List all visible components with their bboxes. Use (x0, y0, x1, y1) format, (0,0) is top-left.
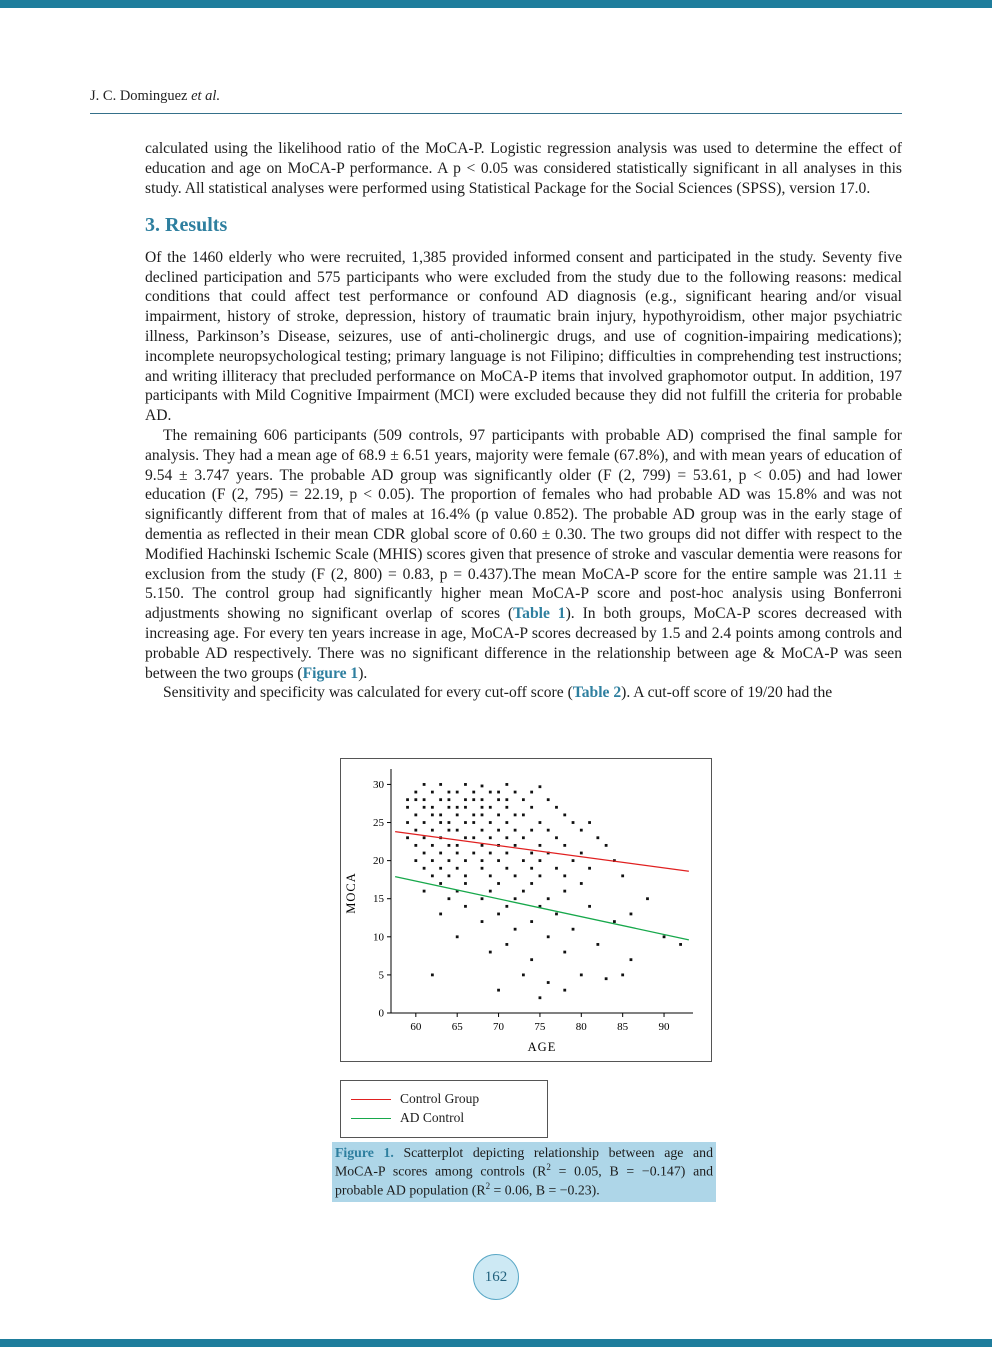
running-head-author (90, 88, 220, 104)
paragraph-text: Sensitivity and specificity was calculated for every cut-off score ( (163, 684, 573, 702)
scatterplot-frame (340, 758, 712, 1062)
legend-item-ad-control (351, 1110, 537, 1126)
page-number: 162 (484, 1268, 508, 1285)
figure-1-caption (332, 1142, 716, 1202)
svg-text:5: 5 (378, 969, 384, 982)
paragraph-recruitment: Of the 1460 elderly who were recruited, 1,385 provided informed consent and participated in the study. Seventy five declined participation and 575 participants who were excluded from the study due to the following reasons: medical conditions that could affect test performance or confound AD diagnosis (e.g., significant hearing and/or visual impairment, history of stroke, depression, history of traumatic brain injury, hypothyroidism, other major psychiatric illness, Parkinson’s Disease, seizures, use of anti-cholinergic drugs, and use of cognition-impairing medications); incomplete neuropsychological testing; primary language is not Filipino; difficulties in comprehending test instructions; and writing illiteracy that precluded performance on MoCA-P items that involved graphomotor output. In addition, 197 participants with Mild Cognitive Impairment (MCI) were excluded because they did not fulfill the criteria for probable AD. (145, 248, 902, 425)
svg-text:10: 10 (373, 931, 384, 944)
svg-text:80: 80 (575, 1021, 587, 1033)
figure-caption-text: = 0.06, B = −0.23). (490, 1182, 600, 1198)
paragraph-text: ). (358, 664, 368, 682)
svg-text:15: 15 (373, 893, 384, 906)
legend-label-control-group: Control Group (400, 1091, 480, 1106)
svg-text:75: 75 (534, 1021, 546, 1033)
running-head (90, 88, 902, 121)
paragraph-sample-analysis (145, 426, 902, 683)
figure-caption-label: Figure 1. (335, 1145, 394, 1160)
author-name: J. C. Dominguez (90, 88, 188, 104)
paragraph-text: ). A cut-off score of 19/20 had the (621, 684, 833, 702)
chart-legend (340, 1080, 548, 1138)
paragraph-sensitivity (145, 683, 902, 703)
header-rule (90, 113, 902, 114)
svg-text:20: 20 (373, 855, 384, 868)
svg-text:70: 70 (493, 1021, 505, 1033)
figure-caption-text: = 0.05, B = −0.147) and probable AD population (R (335, 1163, 713, 1198)
xref-table-1[interactable]: Table 1 (513, 605, 566, 623)
legend-label-ad-control: AD Control (400, 1110, 465, 1125)
superscript-2: 2 (546, 1162, 551, 1173)
svg-text:90: 90 (658, 1021, 670, 1033)
legend-line-control-group-icon (351, 1099, 391, 1100)
paragraph-text: The remaining 606 participants (509 controls, 97 participants with probable AD) comprised the final sample for analysis. They had a mean age of 68.9 ± 6.51 years, majority were female (67.8%), and with mean years of education of 9.54 ± 3.747 years. The probable AD group was significantly older (F (2, 799) = 53.61, p < 0.05) and had lower education (F (2, 795) = 22.19, p < 0.05). The proportion of females who had probable AD was 15.8% and was not significantly different from that of males at 16.4% (p value 0.852). The probable AD group was in the early stage of dementia as reflected in their mean CDR global score of 0.60 ± 0.30. The two groups did not differ with respect to the Modified Hachinski Ischemic Scale (MHIS) scores given that presence of stroke and vascular dementia were reasons for exclusion from the study (F (2, 800) = 0.83, p = 0.437).The mean MoCA-P score for the entire sample was 21.11 ± 5.150. The control group had significantly higher mean MoCA-P score and post-hoc analysis using Bonferroni adjustments showing no significant overlap of scores ( (145, 426, 902, 623)
svg-text:60: 60 (410, 1021, 422, 1033)
figure-1 (340, 758, 712, 1138)
scatterplot-svg (341, 759, 711, 1061)
bottom-border-bar (0, 1339, 992, 1347)
article-body (145, 139, 902, 703)
xref-figure-1[interactable]: Figure 1 (302, 664, 359, 682)
svg-text:AGE: AGE (527, 1040, 557, 1054)
svg-text:65: 65 (451, 1021, 463, 1033)
superscript-2: 2 (485, 1181, 491, 1191)
paragraph-text: ). In both groups, MoCA-P scores decreased with increasing age. For every ten years increase in age, MoCA-P scores decreased by 1.5 and 2.4 points among controls and probable AD respectively. There was no significant difference in the relationship between age & MoCA-P was seen between the two groups ( (145, 605, 902, 682)
svg-text:25: 25 (373, 817, 384, 830)
figure-caption-text: Scatterplot depicting relationship between age and MoCA-P scores among controls (R (335, 1145, 713, 1179)
svg-text:85: 85 (617, 1021, 629, 1033)
top-border-bar (0, 0, 992, 8)
page-number-badge (473, 1254, 519, 1300)
svg-text:30: 30 (373, 778, 384, 791)
svg-text:MOCA: MOCA (344, 872, 358, 914)
etal-text: et al. (191, 88, 221, 104)
svg-text:0: 0 (378, 1007, 384, 1020)
legend-line-ad-control-icon (351, 1118, 391, 1119)
paragraph-methods-continued: calculated using the likelihood ratio of the MoCA-P. Logistic regression analysis was used to determine the effect of education and age on MoCA-P performance. A p < 0.05 was considered statistically significant in all analyses in this study. All statistical analyses were performed using Statistical Package for the Social Sciences (SPSS), version 17.0. (145, 140, 902, 197)
section-heading-results: 3. Results (145, 214, 228, 237)
legend-item-control-group (351, 1091, 537, 1107)
xref-table-2[interactable]: Table 2 (572, 684, 622, 702)
